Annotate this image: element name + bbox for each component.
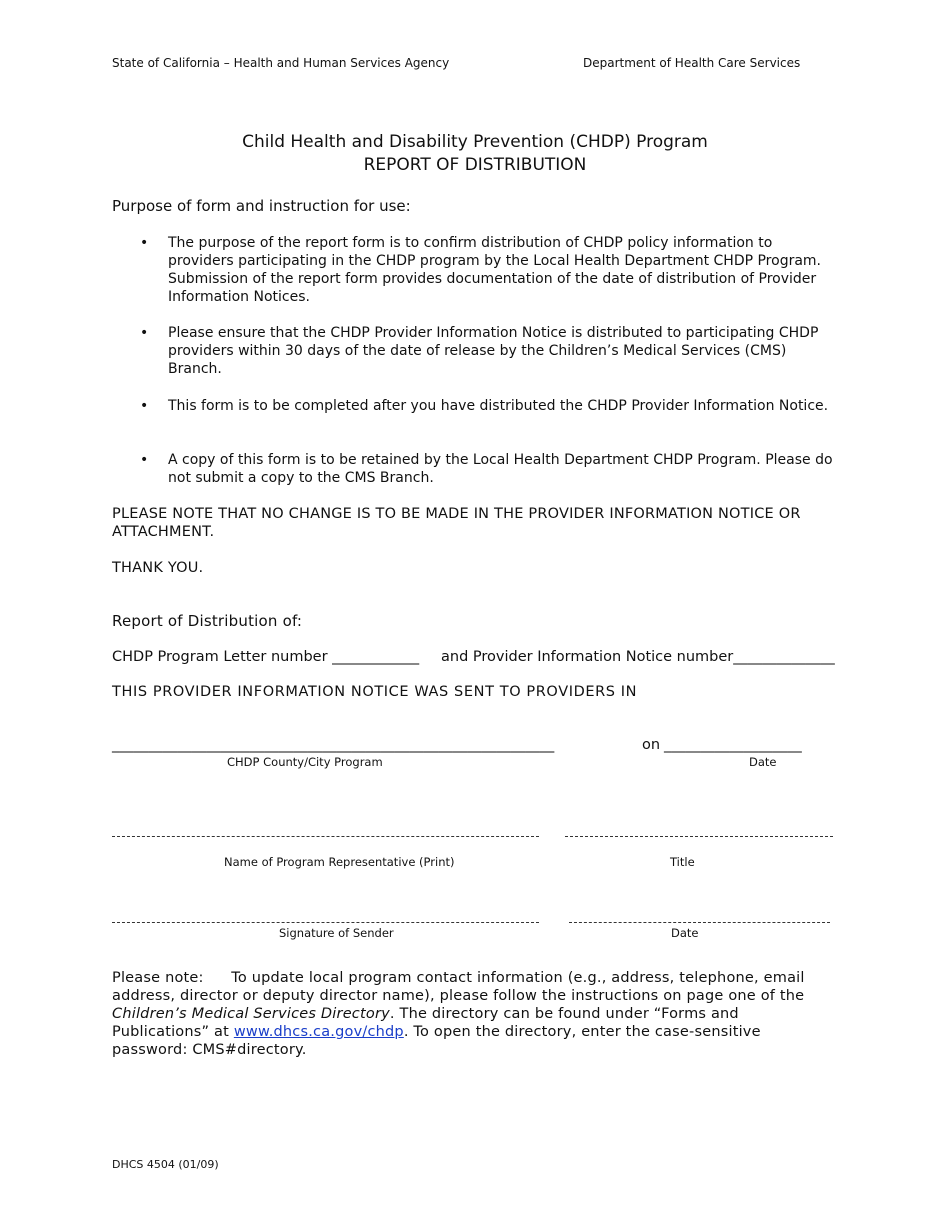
header-agency: State of California – Health and Human Services Agency bbox=[112, 56, 450, 70]
representative-name-caption: Name of Program Representative (Print) bbox=[224, 855, 455, 869]
signature-caption: Signature of Sender bbox=[279, 926, 394, 940]
bullet-icon: • bbox=[140, 235, 149, 251]
signature-field[interactable] bbox=[112, 922, 539, 923]
page-subtitle: REPORT OF DISTRIBUTION bbox=[363, 155, 587, 175]
directory-title: Children’s Medical Services Directory bbox=[112, 1006, 390, 1022]
county-date-field[interactable]: ___________________ bbox=[664, 737, 802, 753]
county-program-caption: CHDP County/City Program bbox=[227, 755, 383, 769]
report-of-heading: Report of Distribution of: bbox=[112, 612, 303, 630]
list-item-text: The purpose of the report form is to confirm distribution of CHDP policy information to providers participating in the CHDP program by the Local Health Department CHDP Program. Submission of the report form provides documentation of the date of distribution of Provider Information Notices. bbox=[168, 235, 822, 305]
title-caption: Title bbox=[670, 855, 695, 869]
please-note-text: To update local program contact information (e.g., address, telephone, email address, director or deputy director name), please follow the instructions on page one of the bbox=[112, 970, 805, 1004]
title-field[interactable] bbox=[565, 836, 833, 837]
on-label: on bbox=[642, 737, 661, 753]
please-note-label: Please note: bbox=[112, 970, 204, 986]
form-number: DHCS 4504 (01/09) bbox=[112, 1158, 219, 1171]
dhcs-link[interactable]: www.dhcs.ca.gov/chdp bbox=[233, 1024, 404, 1040]
page-title: Child Health and Disability Prevention (CHDP) Program bbox=[242, 132, 708, 152]
thank-you: THANK YOU. bbox=[112, 560, 204, 576]
header-department: Department of Health Care Services bbox=[583, 56, 801, 70]
county-date-caption: Date bbox=[749, 755, 777, 769]
please-note-text-2: . The directory can be found under “Forms and Publications” at bbox=[112, 1006, 739, 1040]
signature-date-caption: Date bbox=[671, 926, 699, 940]
list-item-text: Please ensure that the CHDP Provider Information Notice is distributed to participating CHDP providers within 30 days of the date of release by the Children’s Medical Services (CMS) Branch. bbox=[168, 325, 819, 377]
representative-name-field[interactable] bbox=[112, 836, 539, 837]
bullet-icon: • bbox=[140, 398, 149, 414]
list-item-text: A copy of this form is to be retained by the Local Health Department CHDP Program. Please do not submit a copy to the CMS Branch. bbox=[168, 452, 833, 486]
bullet-icon: • bbox=[140, 452, 149, 468]
bullet-icon: • bbox=[140, 325, 149, 341]
sent-to-heading: THIS PROVIDER INFORMATION NOTICE WAS SENT TO PROVIDERS IN bbox=[112, 684, 638, 700]
list-item-text: This form is to be completed after you have distributed the CHDP Provider Information Notice. bbox=[168, 398, 829, 414]
please-note-paragraph bbox=[112, 969, 832, 1059]
no-change-notice: PLEASE NOTE THAT NO CHANGE IS TO BE MADE IN THE PROVIDER INFORMATION NOTICE OR ATTACHMENT. bbox=[112, 506, 801, 540]
please-note-text-3: . To open the directory, enter the case-sensitive password: CMS#directory. bbox=[112, 1024, 761, 1058]
letter-number-field[interactable]: CHDP Program Letter number ____________ bbox=[112, 649, 420, 665]
notice-number-field[interactable]: and Provider Information Notice number______________ bbox=[441, 649, 835, 665]
signature-date-field[interactable] bbox=[569, 922, 830, 923]
county-program-field[interactable]: _____________________________________________________________ bbox=[112, 737, 555, 753]
purpose-heading: Purpose of form and instruction for use: bbox=[112, 197, 411, 215]
